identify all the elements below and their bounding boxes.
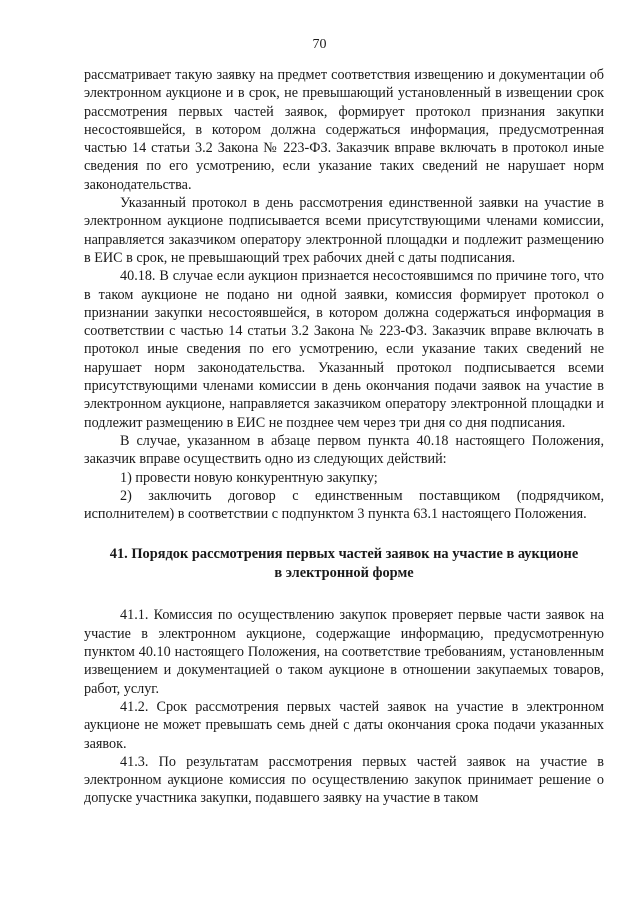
paragraph-protocol-signing: Указанный протокол в день рассмотрения единственной заявки на участие в электронном аукционе подписывается всеми присутствующими членами комиссии, направляется заказчиком оператору электронной площадки и подлежит размещению в ЕИС в срок, не превышающий трех рабочих дней с даты подписания. (84, 195, 604, 266)
paragraph-41-1: 41.1. Комиссия по осуществлению закупок проверяет первые части заявок на участие в электронном аукционе, содержащие информацию, предусмотренную пунктом 40.10 настоящего Положения, на соответствие требованиям, установленным извещением и документацией о таком аукционе в отношении закупаемых товаров, работ, услуг. (84, 607, 604, 697)
section-heading-41 (84, 545, 604, 582)
page-number: 70 (312, 37, 327, 52)
list-item-sole-supplier: 2) заключить договор с единственным поставщиком (подрядчиком, исполнителем) в соответствии с подпунктом 3 пункта 63.1 настоящего Положения. (84, 487, 604, 523)
section-heading-line-2: в электронной форме (274, 564, 414, 581)
document-body (84, 66, 604, 808)
paragraph-customer-options: В случае, указанном в абзаце первом пункта 40.18 настоящего Положения, заказчик вправе осуществить одно из следующих действий: (84, 432, 604, 468)
paragraph-40-18: 40.18. В случае если аукцион признается несостоявшимся по причине того, что в таком аукционе не подано ни одной заявки, комиссия формирует протокол о признании закупки несостоявшейся, в котором должна содержаться информация в соответствии с частью 14 статьи 3.2 Закона № 223-ФЗ. Заказчик вправе включать в протокол иные сведения по его усмотрению, если указание таких сведений не нарушает норм законодательства. Указанный протокол подписывается всеми присутствующими членами комиссии в день окончания подачи заявок на участие в электронном аукционе, направляется заказчиком оператору электронной площадки и подлежит размещению в ЕИС не позднее чем через три дня со дня подписания. (84, 268, 604, 431)
paragraph-continuation: рассматривает такую заявку на предмет соответствия извещению и документации об электронном аукционе и в срок, не превышающий установленный в извещении срок рассмотрения первых частей заявок, формирует протокол признания закупки несостоявшейся, в котором должна содержаться информация, предусмотренная частью 14 статьи 3.2 Закона № 223-ФЗ. Заказчик вправе включать в протокол иные сведения по его усмотрению, если указание таких сведений не нарушает норм законодательства. (84, 67, 604, 193)
section-heading-line-1: 41. Порядок рассмотрения первых частей заявок на участие в аукционе (109, 546, 579, 563)
paragraph-41-2: 41.2. Срок рассмотрения первых частей заявок на участие в электронном аукционе не может превышать семь дней с даты окончания срока подачи указанных заявок. (84, 698, 604, 752)
paragraph-41-3: 41.3. По результатам рассмотрения первых частей заявок на участие в электронном аукционе комиссия по осуществлению закупок принимает решение о допуске участника закупки, подавшего заявку на участие в таком (84, 753, 604, 807)
list-item-new-procurement: 1) провести новую конкурентную закупку; (120, 469, 378, 486)
